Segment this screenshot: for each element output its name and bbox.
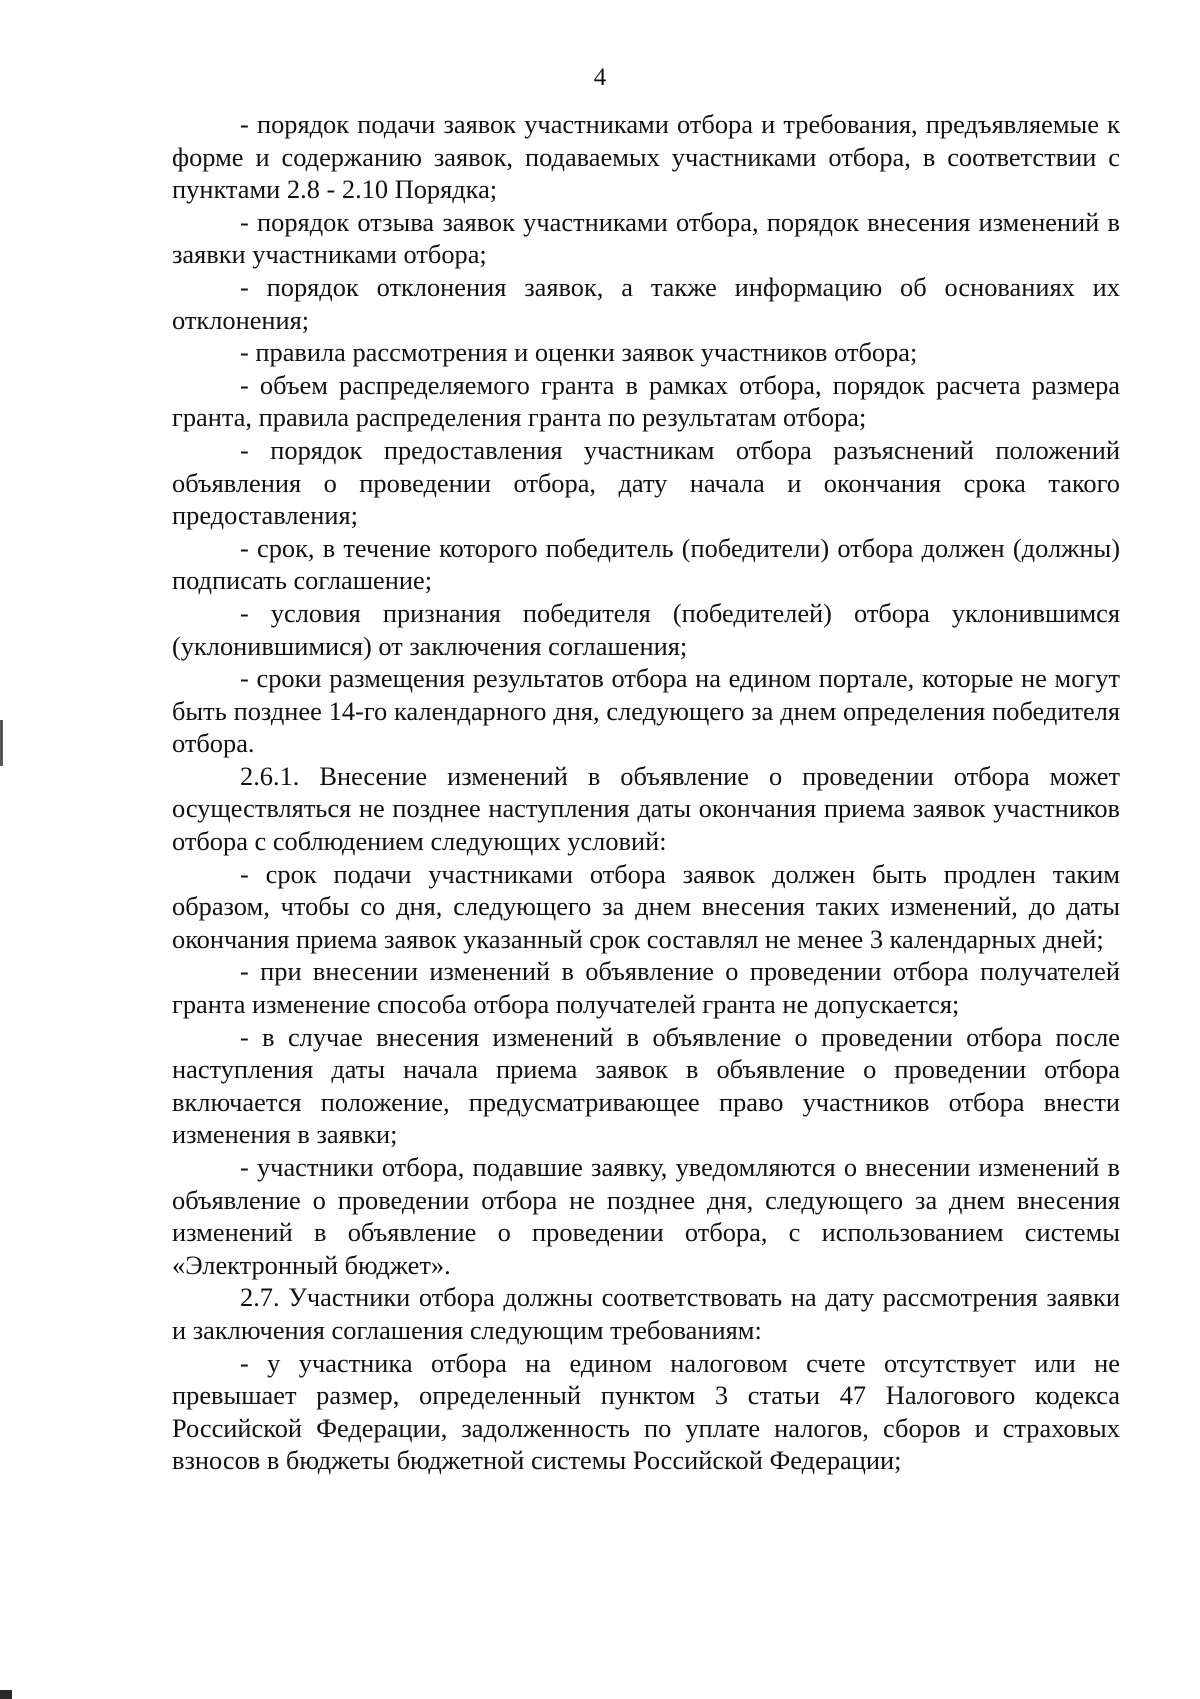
- paragraph: - участники отбора, подавшие заявку, уведомляются о внесении изменений в объявление о проведении отбора не позднее дня, следующего за днем внесения изменений в объявление о проведении отбора, с использованием системы «Электронный бюджет».: [172, 1152, 1120, 1280]
- paragraph: - срок, в течение которого победитель (победители) отбора должен (должны) подписать соглашение;: [172, 532, 1120, 596]
- scan-edge-mark: [0, 720, 3, 766]
- paragraph: - условия признания победителя (победителей) отбора уклонившимся (уклонившимися) от заключения соглашения;: [172, 597, 1120, 661]
- paragraph: - объем распределяемого гранта в рамках отбора, порядок расчета размера гранта, правила распределения гранта по результатам отбора;: [172, 369, 1120, 433]
- paragraph: - у участника отбора на едином налоговом счете отсутствует или не превышает размер, определенный пунктом 3 статьи 47 Налогового кодекса Российской Федерации, задолженность по уплате налогов, сборов и страховых взносов в бюджеты бюджетной системы Российской Федерации;: [172, 1347, 1120, 1476]
- scan-corner-mark: [0, 1690, 12, 1699]
- document-body: [172, 108, 1120, 1477]
- paragraph: - порядок подачи заявок участниками отбора и требования, предъявляемые к форме и содержанию заявок, подаваемых участниками отбора, в соответствии с пунктами 2.8 - 2.10 Порядка;: [172, 109, 1120, 205]
- paragraph: - порядок отклонения заявок, а также информацию об основаниях их отклонения;: [172, 271, 1120, 335]
- paragraph: 2.7. Участники отбора должны соответствовать на дату рассмотрения заявки и заключения соглашения следующим требованиям:: [172, 1282, 1120, 1345]
- paragraph: - в случае внесения изменений в объявление о проведении отбора после наступления даты начала приема заявок в объявление о проведении отбора включается положение, предусматривающее право участников отбора внести изменения в заявки;: [172, 1021, 1120, 1150]
- paragraph: - срок подачи участниками отбора заявок должен быть продлен таким образом, чтобы со дня, следующего за днем внесения таких изменений, до даты окончания приема заявок указанный срок составлял не менее 3 календарных дней;: [172, 858, 1120, 954]
- paragraph: - при внесении изменений в объявление о проведении отбора получателей гранта изменение способа отбора получателей гранта не допускается;: [172, 956, 1120, 1020]
- paragraph: - порядок отзыва заявок участниками отбора, порядок внесения изменений в заявки участниками отбора;: [172, 206, 1120, 270]
- paragraph: - правила рассмотрения и оценки заявок участников отбора;: [240, 337, 918, 368]
- paragraph: 2.6.1. Внесение изменений в объявление о проведении отбора может осуществляться не позднее наступления даты окончания приема заявок участников отбора с соблюдением следующих условий:: [172, 760, 1120, 857]
- paragraph: - сроки размещения результатов отбора на едином портале, которые не могут быть позднее 14-го календарного дня, следующего за днем определения победителя отбора.: [172, 663, 1120, 759]
- page-number: 4: [593, 64, 607, 91]
- paragraph: - порядок предоставления участникам отбора разъяснений положений объявления о проведении отбора, дату начала и окончания срока такого предоставления;: [172, 434, 1120, 531]
